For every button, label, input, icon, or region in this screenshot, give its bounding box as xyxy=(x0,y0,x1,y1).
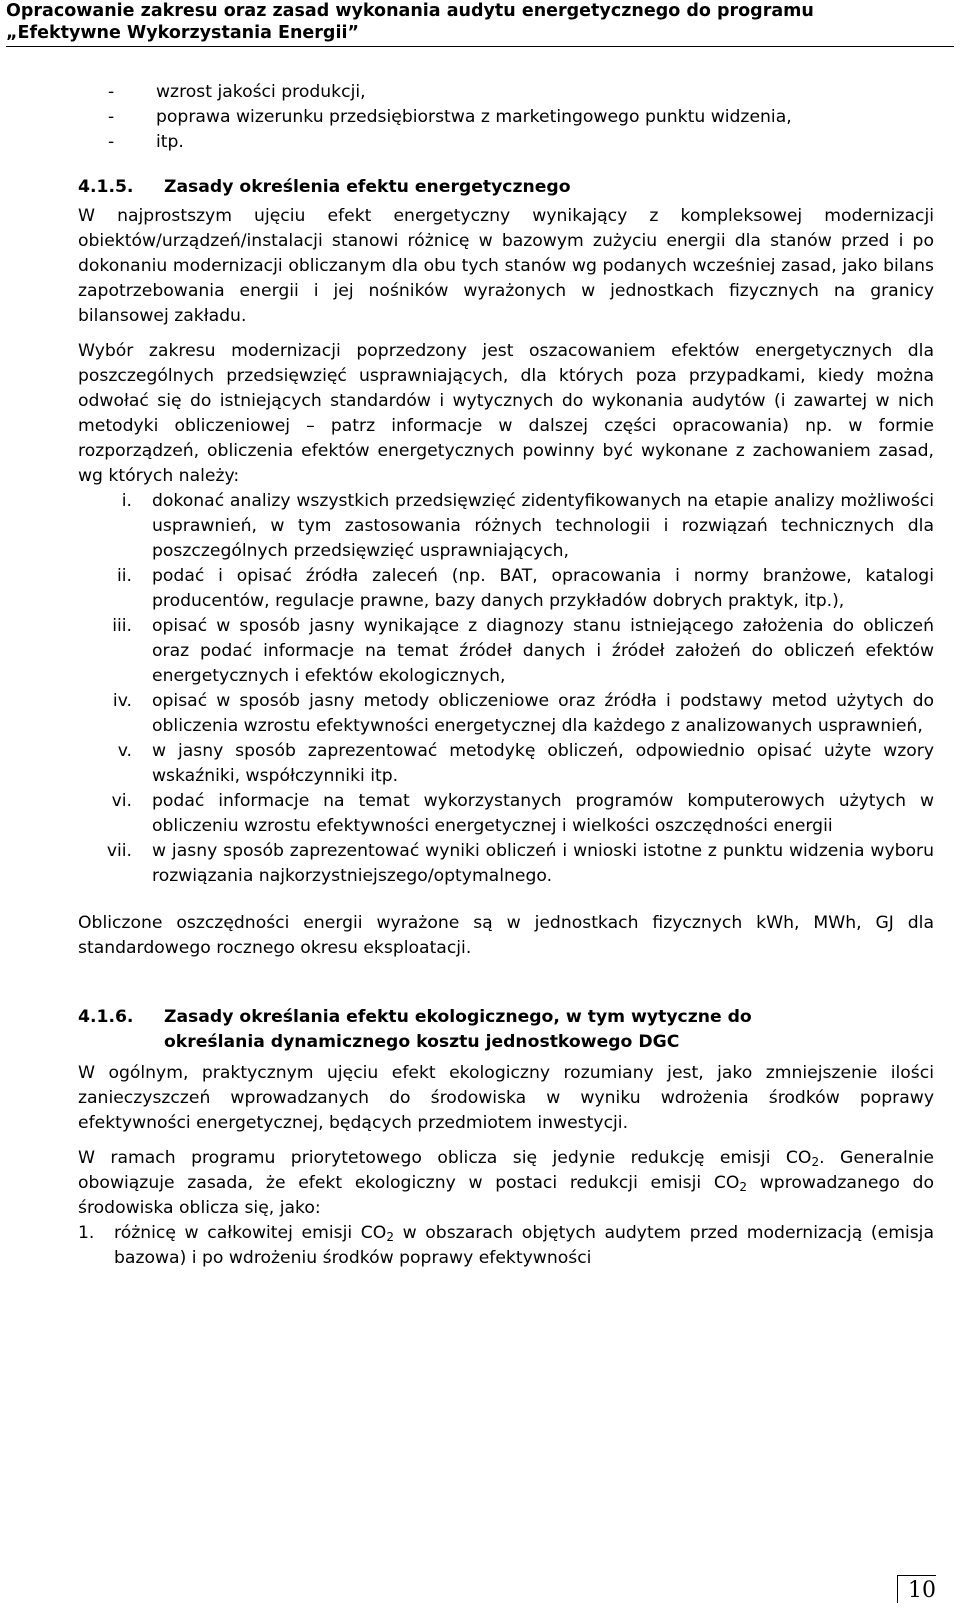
list-item xyxy=(78,689,934,739)
list-item-number: vii. xyxy=(106,841,132,861)
list-item-number: v. xyxy=(117,741,132,761)
list-item-text: opisać w sposób jasny wynikające z diagnozy stanu istniejącego założenia do obliczeń oraz podać informacje na temat źródeł danych i źródeł założeń do obliczeń efektów energetycznych i efektów ekologicznych, xyxy=(152,616,934,686)
list-item xyxy=(78,1221,934,1271)
bullet-dash: - xyxy=(108,107,115,127)
list-item-text: itp. xyxy=(156,132,184,152)
bullet-dash: - xyxy=(108,82,115,102)
text-run: różnicę w całkowitej emisji CO xyxy=(114,1223,387,1243)
header-rule xyxy=(6,46,954,47)
section-title: Zasady określenia efektu energetycznego xyxy=(164,177,571,197)
paragraph-co2-reduction xyxy=(78,1146,934,1221)
paragraph-ecological-effect: W ogólnym, praktycznym ujęciu efekt ekologiczny rozumiany jest, jako zmniejszenie ilości zanieczyszczeń wprowadzanych do środowiska w wyniku wdrożenia środków poprawy efektywności energetycznej, będących przedmiotem inwestycji. xyxy=(78,1063,934,1133)
section-heading-4-1-5 xyxy=(78,175,934,200)
list-item xyxy=(108,130,934,155)
document-body xyxy=(78,80,934,1271)
page-header xyxy=(0,0,960,50)
list-item xyxy=(78,839,934,889)
paragraph-energy-effect: W najprostszym ujęciu efekt energetyczny wynikający z kompleksowej modernizacji obiektów/urządzeń/instalacji stanowi różnicę w bazowym zużyciu energii dla stanów przed i po dokonaniu modernizacji obliczanym dla obu tych stanów wg podanych wcześniej zasad, jako bilans zapotrzebowania energii i jej nośników wyrażonych w jednostkach fizycznych na granicy bilansowej zakładu. xyxy=(78,206,934,326)
rules-list xyxy=(78,489,934,889)
list-item xyxy=(78,739,934,789)
list-item-text: opisać w sposób jasny metody obliczeniowe oraz źródła i podstawy metod użytych do obliczenia wzrostu efektywności energetycznej dla każdego z analizowanych usprawnień, xyxy=(152,691,934,736)
list-item xyxy=(108,105,934,130)
list-item-text: w jasny sposób zaprezentować wyniki obliczeń i wnioski istotne z punktu widzenia wyboru rozwiązania najkorzystniejszego/optymalnego. xyxy=(152,841,934,886)
section-number: 4.1.6. xyxy=(78,1007,134,1027)
list-item xyxy=(108,80,934,105)
list-item xyxy=(78,564,934,614)
text-run: . xyxy=(819,1148,825,1168)
list-item-number: 1. xyxy=(78,1223,95,1243)
dash-list xyxy=(108,80,934,155)
section-title-line-2: określania dynamicznego kosztu jednostkowego DGC xyxy=(164,1032,680,1052)
header-title-line-1: Opracowanie zakresu oraz zasad wykonania audytu energetycznego do programu xyxy=(6,1,814,21)
subscript: 2 xyxy=(811,1155,820,1169)
numbered-list xyxy=(78,1221,934,1271)
header-title-line-2: „Efektywne Wykorzystania Energii” xyxy=(6,23,359,43)
list-item-text: wzrost jakości produkcji, xyxy=(156,82,366,102)
list-item xyxy=(78,789,934,839)
list-item-number: i. xyxy=(121,491,132,511)
paragraph-savings-units: Obliczone oszczędności energii wyrażone są w jednostkach fizycznych kWh, MWh, GJ dla standardowego rocznego okresu eksploatacji. xyxy=(78,913,934,958)
subscript: 2 xyxy=(386,1230,394,1244)
subscript: 2 xyxy=(739,1180,748,1194)
list-item-number: iii. xyxy=(112,616,132,636)
section-title xyxy=(164,1005,934,1055)
list-item xyxy=(78,489,934,564)
text-run: W ramach programu priorytetowego oblicza się jedynie redukcję emisji CO xyxy=(78,1148,812,1168)
list-item-text: podać i opisać źródła zaleceń (np. BAT, opracowania i normy branżowe, katalogi producentów, regulacje prawne, bazy danych przykładów dobrych praktyk, itp.), xyxy=(152,566,934,611)
text-run: w obszarach objętych audytem przed modernizacją (emisja bazowa) i po wdrożeniu środków poprawy efektywności xyxy=(114,1223,934,1268)
list-item-text: poprawa wizerunku przedsiębiorstwa z marketingowego punktu widzenia, xyxy=(156,107,792,127)
list-item-number: ii. xyxy=(116,566,132,586)
list-item-text xyxy=(114,1221,934,1271)
paragraph-modernization-scope: Wybór zakresu modernizacji poprzedzony jest oszacowaniem efektów energetycznych dla poszczególnych przedsięwzięć usprawniających, dla których poza przypadkami, kiedy można odwołać się do istniejących standardów i wytycznych do wykonania audytów (i zawartej w nich metodyki obliczeniowej – patrz informacje w dalszej części opracowania) np. w formie rozporządzeń, obliczenia efektów energetycznych powinny być wykonane z zachowaniem zasad, wg których należy: xyxy=(78,341,934,486)
bullet-dash: - xyxy=(108,132,115,152)
section-title-line-1: Zasady określania efektu ekologicznego, w tym wytyczne do xyxy=(164,1007,752,1027)
text-run: Generalnie obowiązuje zasada, że efekt ekologiczny w postaci redukcji emisji CO xyxy=(78,1148,934,1193)
list-item-text: podać informacje na temat wykorzystanych programów komputerowych użytych w obliczeniu wzrostu efektywności energetycznej i wielkości oszczędności energii xyxy=(152,791,934,836)
list-item-number: vi. xyxy=(111,791,132,811)
list-item xyxy=(78,614,934,689)
section-number: 4.1.5. xyxy=(78,177,134,197)
list-item-text: dokonać analizy wszystkich przedsięwzięć zidentyfikowanych na etapie analizy możliwości usprawnień, w tym zastosowania różnych technologii i rozwiązań technicznych dla poszczególnych przedsięwzięć usprawniających, xyxy=(152,491,934,561)
section-heading-4-1-6 xyxy=(78,1005,934,1055)
text-run: wprowadzanego do środowiska oblicza się, jako: xyxy=(78,1173,934,1218)
page-number: 10 xyxy=(897,1575,936,1603)
list-item-number: iv. xyxy=(112,691,132,711)
list-item-text: w jasny sposób zaprezentować metodykę obliczeń, odpowiednio opisać użyte wzory wskaźniki, współczynniki itp. xyxy=(152,741,934,786)
